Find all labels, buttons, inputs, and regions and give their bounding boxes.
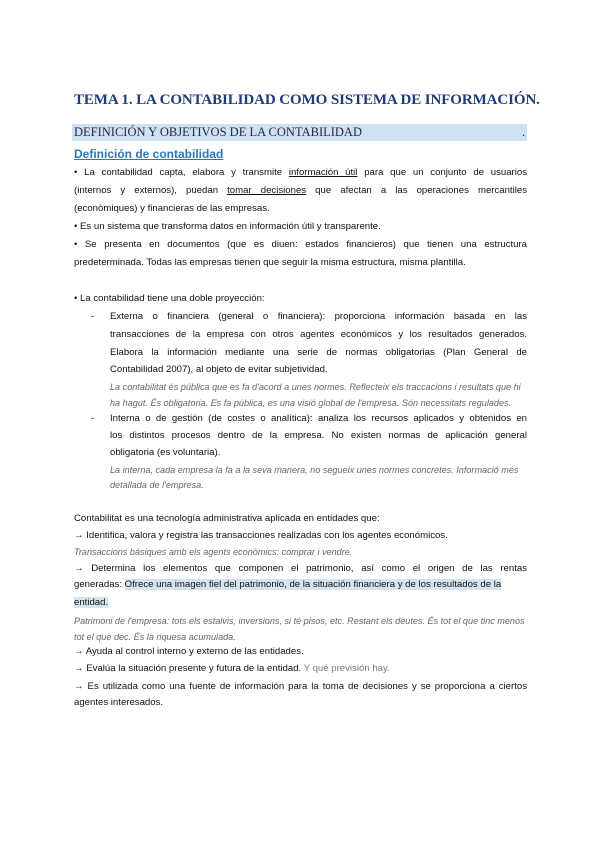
def-line-1-text-b: para que un conjunto de usuarios <box>357 167 527 178</box>
def-line-2-text-a: (internos y externos), puedan <box>74 185 228 196</box>
def-line-3: (econòmiques) y financieras de las empresas. <box>74 203 270 214</box>
def-line-4: • Es un sistema que transforma datos en información útil y transparente. <box>74 221 381 232</box>
externa-note-1: La contabilitat és pública que es fa d'acord a unes normes. Reflecteix els traccacions i resultats que hi <box>110 382 521 392</box>
term-informacion-util: información útil <box>288 167 358 178</box>
tecnologia-point-2: → Determina los elementos que componen el patrimonio, así como el origen de las rentas <box>74 563 527 574</box>
externa-line-1: Externa o financiera (general o financiera): proporciona información basada en las <box>110 311 527 322</box>
tecnologia-point-5-line-2: agentes interesados. <box>74 697 164 708</box>
def-line-1 <box>74 167 527 179</box>
def-line-6: predeterminada. Todas las empresas tienen que seguir la misma estructura, misma plantilla. <box>74 257 466 268</box>
tecnologia-point-4 <box>74 663 390 675</box>
page-title: TEMA 1. LA CONTABILIDAD COMO SISTEMA DE INFORMACIÓN. <box>74 92 540 108</box>
tecnologia-note-1: Transaccions bàsiques amb els agents econòmics: comprar i vendre. <box>74 547 353 557</box>
subheading-definicion: Definición de contabilidad <box>74 147 224 161</box>
externa-note-2: ha hagut. És obligatoria. Es fa pública, es una visió global de l'empresa. Són necessitats regulades. <box>110 398 512 408</box>
tecnologia-point-3: → Ayuda al control interno y externo de las entidades. <box>74 646 304 657</box>
def-line-2-text-b: que afectan a las operaciones mercantiles <box>306 185 527 196</box>
def-line-2 <box>74 185 527 197</box>
patrimonio-note-1: Patrimoni de l'empresa: tots els estalvis, inversions, si té pisos, etc. Restant els deutes. És tot el que tinc menos <box>74 616 525 626</box>
highlight-entidad: entidad. <box>74 597 109 608</box>
tecnologia-point-2-line-3 <box>74 597 108 609</box>
evalua-text: → Evalúa la situación presente y futura de la entidad. <box>74 663 302 674</box>
list-dash-externa: - <box>91 311 95 322</box>
section-title: DEFINICIÓN Y OBJETIVOS DE LA CONTABILIDAD <box>74 125 362 139</box>
interna-line-2: los distintos procesos dentro de la empresa. No existen normas de aplicación general <box>110 430 527 441</box>
tecnologia-point-5: → Es utilizada como una fuente de información para la toma de decisiones y se proporciona a ciertos <box>74 681 527 692</box>
tecnologia-point-1: → Identifica, valora y registra las transacciones realizadas con los agentes económicos. <box>74 530 448 541</box>
interna-line-3: obligatoria (es voluntaria). <box>110 447 221 458</box>
interna-note-1: La interna, cada empresa la fa a la seva manera, no segueix unes normes concretes. Informació més <box>110 465 519 475</box>
highlight-imagen-fiel: Ofrece una imagen fiel del patrimonio, de la situación financiera y de los resultados de la <box>124 579 502 590</box>
proyeccion-intro: • La contabilidad tiene una doble proyección: <box>74 293 265 304</box>
tecnologia-intro: Contabilitat es una tecnología administrativa aplicada en entidades que: <box>74 513 380 524</box>
def-line-5: • Se presenta en documentos (que es diuen: estados financieros) que tienen una estructura <box>74 239 527 250</box>
tecnologia-point-2-line-2 <box>74 579 501 591</box>
externa-line-2: transacciones de la empresa con otros agentes económicos y los resultados generados. <box>110 329 527 340</box>
interna-note-2: detallada de l'empresa. <box>110 480 204 490</box>
interna-line-1: Interna o de gestión (de costes o analítica): analiza los recursos aplicados y obtenidos en <box>110 413 527 424</box>
externa-line-3: Elabora la información mediante una serie de normas obligatorias (Plan General de <box>110 347 527 358</box>
generadas-label: generadas: <box>74 579 125 590</box>
externa-line-4: Contabilidad 2007), al objeto de evitar subjetividad. <box>110 364 328 375</box>
section-trailing-dot: . <box>522 125 526 139</box>
patrimonio-note-2: tot el que dec. És la riquesa acumulada. <box>74 632 236 642</box>
prevision-note: Y qué previsión hay. <box>301 663 390 674</box>
term-tomar-decisiones: tomar decisiones <box>227 185 307 196</box>
list-dash-interna: - <box>91 413 95 424</box>
def-line-1-text-a: • La contabilidad capta, elabora y transmite <box>74 167 289 178</box>
